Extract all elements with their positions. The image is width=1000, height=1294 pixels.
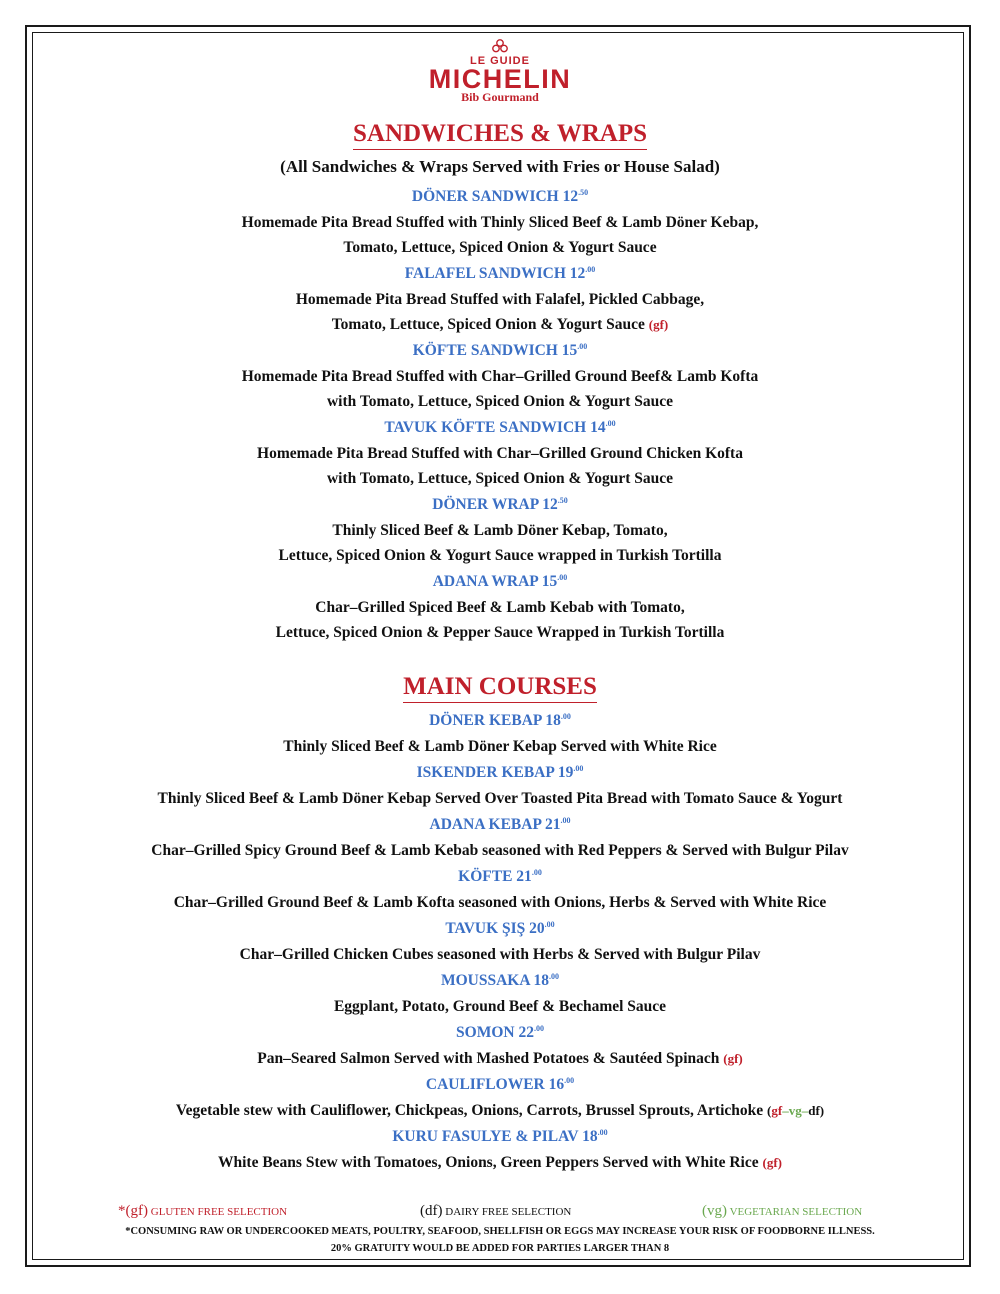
legend-vegetarian: (vg) VEGETARIAN SELECTION (702, 1203, 863, 1219)
menu-item (32, 707, 968, 759)
item-description: Homemade Pita Bread Stuffed with Thinly Sliced Beef & Lamb Döner Kebap, Tomato, Lettuce, Spiced Onion & Yogurt Sauce (241, 214, 759, 256)
menu-item (32, 491, 968, 568)
item-description: Pan–Seared Salmon Served with Mashed Potatoes & Sautéed Spinach (gf) (257, 1050, 743, 1067)
item-description: Thinly Sliced Beef & Lamb Döner Kebap Served with White Rice (283, 738, 717, 755)
item-name: DÖNER KEBAP $18^{.00}$ (429, 712, 571, 729)
diet-legend (32, 1203, 968, 1221)
legend-dairy-free: (df) DAIRY FREE SELECTION (420, 1203, 572, 1219)
item-description: Char–Grilled Spicy Ground Beef & Lamb Kebab seasoned with Red Peppers & Served with Bulgur Pilav (151, 842, 849, 859)
bibendum-icon (491, 38, 509, 54)
item-description: Char–Grilled Ground Beef & Lamb Kofta seasoned with Onions, Herbs & Served with White Rice (173, 894, 827, 911)
menu-item (32, 759, 968, 811)
menu-item (32, 811, 968, 863)
diet-tag-close: ) (819, 1103, 825, 1118)
item-name: DÖNER WRAP $12^{.50}$ (432, 496, 568, 513)
menu-item (32, 1071, 968, 1123)
menu-item (32, 1019, 968, 1071)
item-name: TAVUK KÖFTE SANDWICH $14^{.00}$ (384, 419, 616, 436)
item-description: Char–Grilled Spiced Beef & Lamb Kebab with Tomato, Lettuce, Spiced Onion & Pepper Sauce Wrapped in Turkish Tortilla (275, 599, 725, 641)
item-description: Char–Grilled Chicken Cubes seasoned with Herbs & Served with Bulgur Pilav (239, 946, 761, 963)
gluten-free-tag: (gf) (762, 1155, 782, 1170)
menu-item (32, 1123, 968, 1175)
legend-gluten-free: *(gf) GLUTEN FREE SELECTION (118, 1203, 288, 1219)
gluten-free-tag: (gf) (723, 1051, 743, 1066)
item-description: Homemade Pita Bread Stuffed with Char–Grilled Ground Beef& Lamb Kofta with Tomato, Lettuce, Spiced Onion & Yogurt Sauce (241, 368, 759, 410)
item-name: TAVUK ŞIŞ $20^{.00}$ (445, 920, 555, 937)
gluten-free-tag: (gf) (648, 317, 669, 332)
item-description: Eggplant, Potato, Ground Beef & Bechamel Sauce (333, 998, 667, 1015)
gratuity-note: 20% GRATUITY WOULD BE ADDED FOR PARTIES LARGER THAN 8 (330, 1243, 670, 1254)
logo-sub-text: Bib Gourmand (461, 90, 539, 104)
menu-item (32, 967, 968, 1019)
item-description: Thinly Sliced Beef & Lamb Döner Kebap, Tomato, Lettuce, Spiced Onion & Yogurt Sauce wrapped in Turkish Tortilla (278, 522, 722, 564)
item-name: ADANA WRAP $15^{.00}$ (432, 573, 568, 590)
item-name: SOMON $22^{.00}$ (456, 1024, 544, 1041)
logo-top-text: LE GUIDE (470, 55, 530, 67)
item-name: ADANA KEBAP $21^{.00}$ (429, 816, 571, 833)
dairy-free-tag: df (808, 1103, 820, 1118)
item-description: Homemade Pita Bread Stuffed with Char–Grilled Ground Chicken Kofta with Tomato, Lettuce, Spiced Onion & Yogurt Sauce (257, 445, 743, 487)
item-name: FALAFEL SANDWICH $12^{.00}$ (404, 265, 596, 282)
michelin-logo (32, 38, 968, 103)
item-description: White Beans Stew with Tomatoes, Onions, Green Peppers Served with White Rice (gf) (217, 1154, 782, 1171)
item-description: Thinly Sliced Beef & Lamb Döner Kebap Served Over Toasted Pita Bread with Tomato Sauce & Yogurt (157, 790, 843, 807)
sandwiches-list (32, 183, 968, 645)
item-description: Vegetable stew with Cauliflower, Chickpeas, Onions, Carrots, Brussel Sprouts, Artichoke (gf–vg–df) (175, 1102, 825, 1119)
item-name: KÖFTE SANDWICH $15^{.00}$ (412, 342, 588, 359)
item-name: DÖNER SANDWICH $12^{.50}$ (411, 188, 589, 205)
menu-item (32, 183, 968, 260)
diet-tag-open: ( (767, 1103, 772, 1118)
item-description: Homemade Pita Bread Stuffed with Falafel, Pickled Cabbage, Tomato, Lettuce, Spiced Onion & Yogurt Sauce (gf) (295, 291, 705, 333)
menu-item (32, 915, 968, 967)
item-name: CAULIFLOWER $16^{.00}$ (425, 1076, 575, 1093)
vegetarian-tag: –vg– (782, 1103, 809, 1118)
menu-content (32, 38, 968, 1175)
menu-item (32, 568, 968, 645)
item-name: ISKENDER KEBAP $19^{.00}$ (416, 764, 584, 781)
logo-main-text: MICHELIN (428, 64, 572, 94)
sandwiches-title: SANDWICHES & WRAPS (353, 120, 647, 150)
item-name: MOUSSAKA $18^{.00}$ (440, 972, 560, 989)
menu-item (32, 260, 968, 337)
menu-item (32, 337, 968, 414)
sandwiches-subtitle: (All Sandwiches & Wraps Served with Fries or House Salad) (280, 157, 720, 176)
gluten-free-tag: gf (771, 1103, 783, 1118)
main-courses-title: MAIN COURSES (403, 673, 597, 703)
menu-item (32, 414, 968, 491)
menu-item (32, 863, 968, 915)
main-courses-list (32, 707, 968, 1175)
item-name: KÖFTE $21^{.00}$ (458, 868, 542, 885)
food-safety-warning: *CONSUMING RAW OR UNDERCOOKED MEATS, POULTRY, SEAFOOD, SHELLFISH OR EGGS MAY INCREASE YOUR RISK OF FOODBORNE ILLNESS. (125, 1226, 875, 1237)
item-name: KURU FASULYE & PILAV $18^{.00}$ (392, 1128, 608, 1145)
